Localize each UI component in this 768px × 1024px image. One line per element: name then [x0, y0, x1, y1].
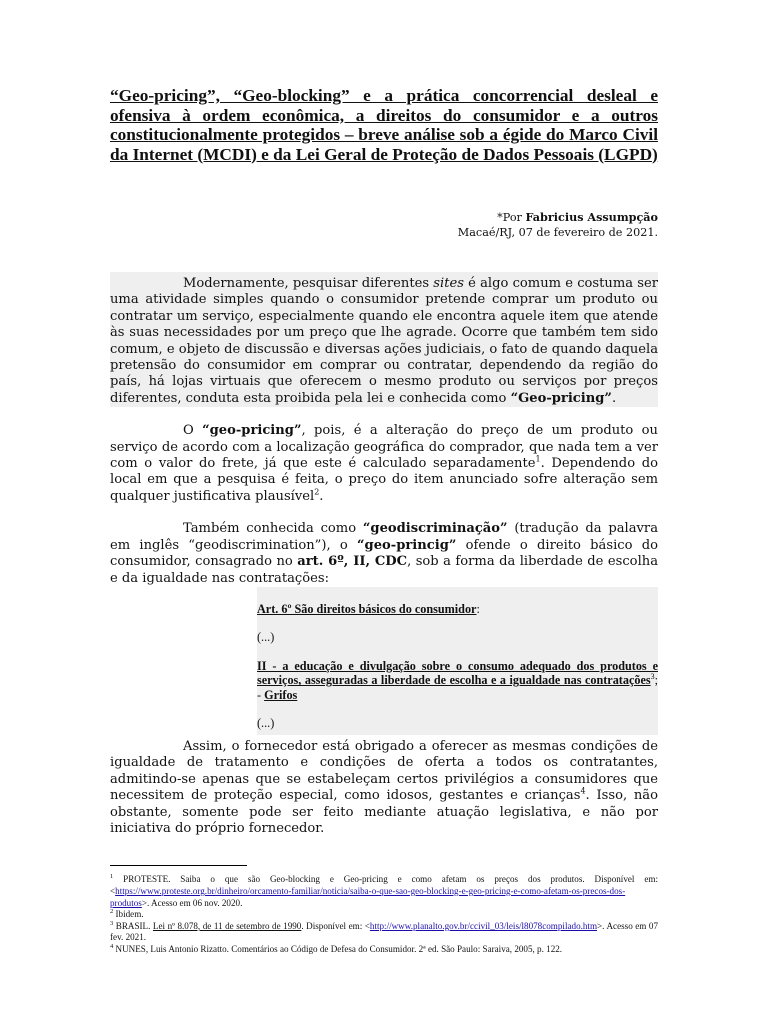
text: >. Acesso em 07 fev. 2021.	[110, 920, 658, 943]
footnote-number: 3	[110, 919, 114, 927]
document-content	[110, 86, 658, 956]
footnote-link[interactable]: http://www.planalto.gov.br/ccivil_03/leis/l8078compilado.htm	[369, 920, 598, 931]
text: Também conhecida como	[183, 521, 363, 537]
paragraph-2	[110, 423, 658, 505]
text: :	[476, 601, 480, 616]
bold-term: art. 6º, II, CDC	[297, 554, 408, 570]
text: . Disponível em: <	[301, 920, 370, 931]
author-line	[110, 210, 658, 225]
bold-term: “geo-princig”	[357, 537, 457, 553]
text: (tradução da palavra em inglês “geodiscrimination”), o	[110, 521, 658, 553]
author-prefix: *Por	[497, 211, 526, 224]
footnote-number: 1	[110, 873, 114, 881]
footnote-link[interactable]: https://www.proteste.org.br/dinheiro/orcamento-familiar/noticia/saiba-o-que-sao-geo-blocking-e-geo-pricing-e-como-afetam-os-precos-dos-produtos	[110, 885, 626, 908]
footnote-number: 2	[110, 908, 114, 916]
text: Assim, o fornecedor está obrigado a oferecer as mesmas condições de igualdade de tratamento e condições de oferta a todos os contratantes, admitindo-se apenas que se estabeleçam certos privilégios a consumidores que necessitem de proteção especial, como idosos, gestantes e crianças	[110, 738, 658, 804]
text: NUNES, Luis Antonio Rizatto. Comentários ao Código de Defesa do Consumidor. 2ª ed. São Paulo: Saraiva, 2005, p. 122.	[113, 943, 563, 954]
text: Modernamente, pesquisar diferentes	[183, 276, 434, 291]
text: ; -	[257, 673, 658, 702]
footnote-ref[interactable]: 4	[580, 786, 586, 796]
author-block	[110, 210, 658, 240]
quote-heading-text: Art. 6º São direitos básicos do consumidor	[257, 601, 477, 616]
quote-item	[257, 659, 658, 703]
footnote-ref[interactable]: 2	[314, 487, 320, 497]
article-title: “Geo-pricing”, “Geo-blocking” e a prática concorrencial desleal e ofensiva à ordem econômica, a direitos do consumidor e a outros constitucionalmente protegidos – breve análise sob a égide do Marco Civil da Internet (MCDI) e da Lei Geral de Proteção de Dados Pessoais (LGPD)	[110, 86, 658, 164]
paragraph-1	[110, 272, 658, 407]
quote-ellipsis: (...)	[257, 630, 275, 645]
law-title: Lei nº 8.078, de 11 de setembro de 1990	[152, 920, 302, 931]
bold-term: “geo-pricing”	[202, 423, 302, 439]
footnote-1	[110, 874, 658, 909]
italic-text: sites	[433, 276, 464, 291]
grifos-text: Grifos	[264, 687, 298, 702]
text: , pois, é a alteração do preço de um produto ou serviço de acordo com a localização geográfica do comprador, que nada tem a ver com o valor do frete, já que este é calculado separadamente	[110, 423, 658, 472]
text: , sob a forma da liberdade de escolha e da igualdade nas contratações:	[110, 554, 658, 586]
paragraph-3	[110, 521, 658, 587]
quote-ellipsis: (...)	[257, 716, 275, 731]
text: O	[183, 423, 203, 439]
footnote-4	[110, 944, 658, 956]
text: . Dependendo do local em que a pesquisa é feita, o preço do item anunciado sofre alteração sem qualquer justificativa plausível	[110, 456, 659, 504]
quote-item-text: II - a educação e divulgação sobre o consumo adequado dos produtos e serviços, asseguradas a liberdade de escolha e a igualdade nas contratações	[257, 658, 658, 688]
text: ofende o direito básico do consumidor, consagrado no	[110, 537, 658, 570]
text: é algo comum e costuma ser uma atividade simples quando o consumidor pretende comprar um produto ou contratar um serviço, especialmente quando ele encontra aquele item que atende às suas necessidades por um preço que lhe agrade. Ocorre que também tem sido comum, e objeto de discussão e diversas ações judiciais, o fato de quando daquela pretensão do consumidor em comprar ou contratar, dependendo da região do país, há lojas virtuais que oferecem o mesmo produto ou serviços por preços diferentes, conduta esta proibida pela lei e conhecida como	[110, 276, 658, 406]
date-line: Macaé/RJ, 07 de fevereiro de 2021.	[457, 226, 658, 239]
quote-heading	[257, 602, 658, 617]
text: BRASIL.	[113, 920, 153, 931]
text: >. Acesso em 06 nov. 2020.	[141, 897, 243, 908]
text: .	[319, 488, 324, 504]
text: .	[611, 390, 617, 406]
footnote-number: 4	[110, 942, 114, 950]
legal-quote	[257, 587, 658, 735]
text: Ibidem.	[113, 909, 144, 920]
footnote-ref[interactable]: 1	[535, 454, 541, 464]
footnote-3	[110, 921, 658, 944]
text: PROTESTE. Saiba o que são Geo-blocking e Geo-pricing e como afetam os preços dos produtos. Disponível em: <	[110, 874, 658, 896]
bold-term: “Geo-pricing”	[510, 390, 612, 406]
footnote-separator	[110, 865, 247, 866]
author-name: Fabricius Assumpção	[525, 210, 658, 224]
bold-term: “geodiscriminação”	[362, 521, 508, 537]
footnote-2	[110, 909, 658, 921]
paragraph-4	[110, 739, 658, 837]
footnote-ref[interactable]: 3	[650, 672, 655, 682]
text: . Isso, não obstante, somente pode ser feito mediante atuação legislativa, e não por iniciativa do próprio fornecedor.	[110, 788, 658, 836]
